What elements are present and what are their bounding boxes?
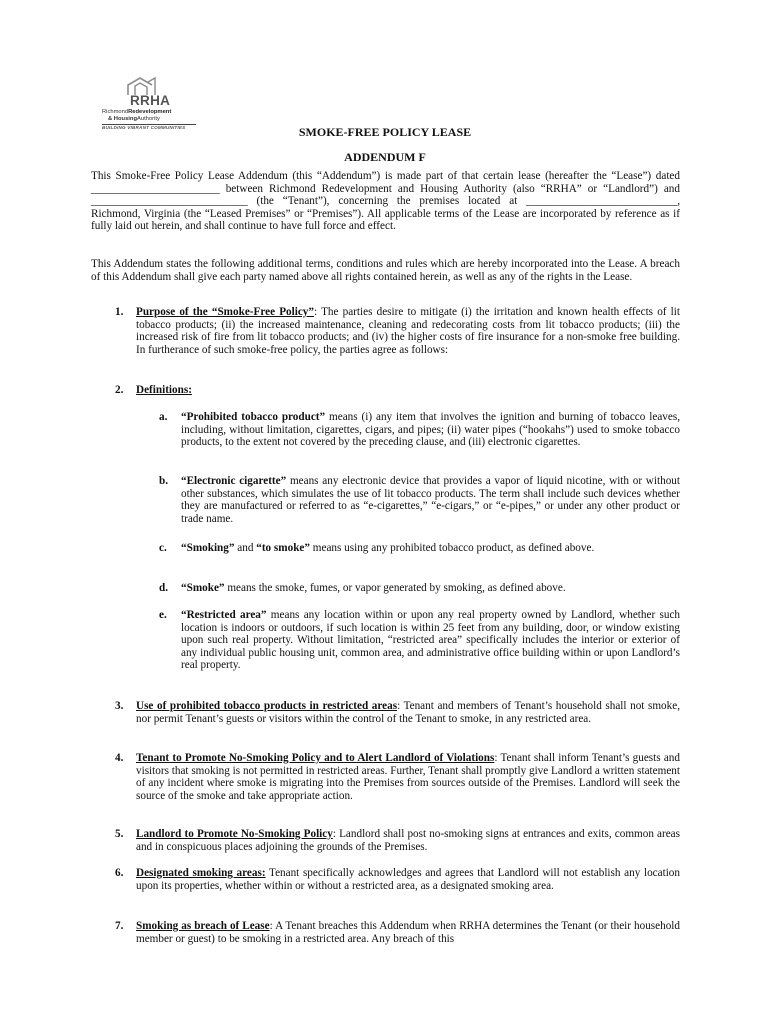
- definition-b: “Electronic cigarette” means any electronic device that provides a vapor of liquid nicotine, with or without other substances, which simulates the use of lit tobacco products. The term shall include such devices whether they are manufactured or referred to as “e-cigarettes,” “e-cigars,” or “e-pipes,” or under any other product or trade name.: [181, 475, 680, 525]
- rrha-logo: [102, 76, 198, 132]
- section-1-number: 1.: [115, 306, 124, 318]
- definition-d-letter: d.: [159, 582, 169, 594]
- section-6: Designated smoking areas: Tenant specifically acknowledges and agrees that Landlord will not establish any location upon its properties, whether within or without a restricted area, as a designated smoking area.: [136, 867, 680, 892]
- section-1-text: : The parties desire to mitigate (i) the irritation and known health effects of lit tobacco products; (ii) the increased maintenance, cleaning and redecorating costs from lit tobacco products; (iii) the increased risk of fire from lit tobacco products; and (iv) the higher costs of fire insurance for a non-smoke free building. In furtherance of such smoke-free policy, the parties agree as follows:: [136, 306, 680, 356]
- section-5-number: 5.: [115, 828, 124, 840]
- logo-line-2: & HousingAuthority: [108, 116, 160, 122]
- definition-d: “Smoke” means the smoke, fumes, or vapor generated by smoking, as defined above.: [181, 582, 566, 594]
- logo-tagline: BUILDING VIBRANT COMMUNITIES: [102, 125, 186, 130]
- document-title: SMOKE-FREE POLICY LEASE: [298, 125, 472, 139]
- logo-acronym: RRHA: [130, 93, 171, 108]
- section-7: Smoking as breach of Lease: A Tenant breaches this Addendum when RRHA determines the Tenant (or their household member or guest) to be smoking in a restricted area. Any breach of this: [136, 920, 681, 945]
- section-3: Use of prohibited tobacco products in restricted areas: Tenant and members of Tenant’s household shall not smoke, nor permit Tenant’s guests or visitors within the control of the Tenant to smoke, in any restricted area.: [136, 700, 680, 725]
- definition-a: “Prohibited tobacco product” means (i) any item that involves the ignition and burning of tobacco leaves, including, without limitation, cigarettes, cigars, and pipes; (ii) water pipes (“hookahs”) used to smoke tobacco products, to the extent not covered by the preceding clause, and (iii) electronic cigarettes.: [181, 411, 681, 449]
- definition-e-letter: e.: [159, 609, 167, 621]
- section-2: [136, 384, 680, 397]
- section-6-number: 6.: [115, 867, 124, 879]
- definition-b-letter: b.: [159, 475, 169, 487]
- definition-e: “Restricted area” means any location within or upon any real property owned by Landlord, whether such location is indoors or outdoors, if such location is within 25 feet from any building, door, or window existing upon such real property. Without limitation, “restricted area” specifically includes the interior or exterior of any individual public housing unit, common area, and administrative office building within or upon Landlord’s real property.: [181, 609, 681, 672]
- section-1: [136, 306, 680, 356]
- section-1-heading: Purpose of the “Smoke-Free Policy”: [136, 306, 314, 318]
- section-2-number: 2.: [115, 384, 124, 396]
- section-3-number: 3.: [115, 700, 124, 712]
- intro-paragraph-2: This Addendum states the following additional terms, conditions and rules which are hereby incorporated into the Lease. A breach of this Addendum shall give each party named above all rights contained herein, as well as any of the rights in the Lease.: [91, 258, 680, 283]
- logo-line-1: RichmondRedevelopment: [102, 109, 172, 115]
- section-2-heading: Definitions:: [136, 384, 192, 396]
- definition-a-letter: a.: [159, 411, 168, 423]
- intro-paragraph: This Smoke-Free Policy Lease Addendum (this “Addendum”) is made part of that certain lease (hereafter the “Lease”) dated _______________________ between Richmond Redevelopment and Housing Authority (also “RRHA” or “Landlord”) and ____________________________ (the “Tenant”), concerning the premises located at ___________________________, Richmond, Virginia (the “Leased Premises” or “Premises”). All applicable terms of the Lease are incorporated by reference as if fully laid out herein, and shall continue to have full force and effect.: [91, 170, 680, 233]
- section-5: Landlord to Promote No-Smoking Policy: Landlord shall post no-smoking signs at entrances and exits, common areas and in conspicuous places adjoining the grounds of the Premises.: [136, 828, 680, 853]
- definition-c: “Smoking” and “to smoke” means using any prohibited tobacco product, as defined above.: [181, 542, 595, 554]
- section-4-number: 4.: [115, 752, 124, 764]
- section-4: Tenant to Promote No-Smoking Policy and to Alert Landlord of Violations: Tenant shall inform Tenant’s guests and visitors that smoking is not permitted in restricted areas. Further, Tenant shall promptly give Landlord a written statement of any incident where smoke is migrating into the Premises from sources outside of the Premises. Landlord will seek the source of the smoke and take appropriate action.: [136, 752, 680, 802]
- document-subtitle: ADDENDUM F: [344, 150, 426, 164]
- section-7-number: 7.: [115, 920, 124, 932]
- definition-c-letter: c.: [159, 542, 167, 554]
